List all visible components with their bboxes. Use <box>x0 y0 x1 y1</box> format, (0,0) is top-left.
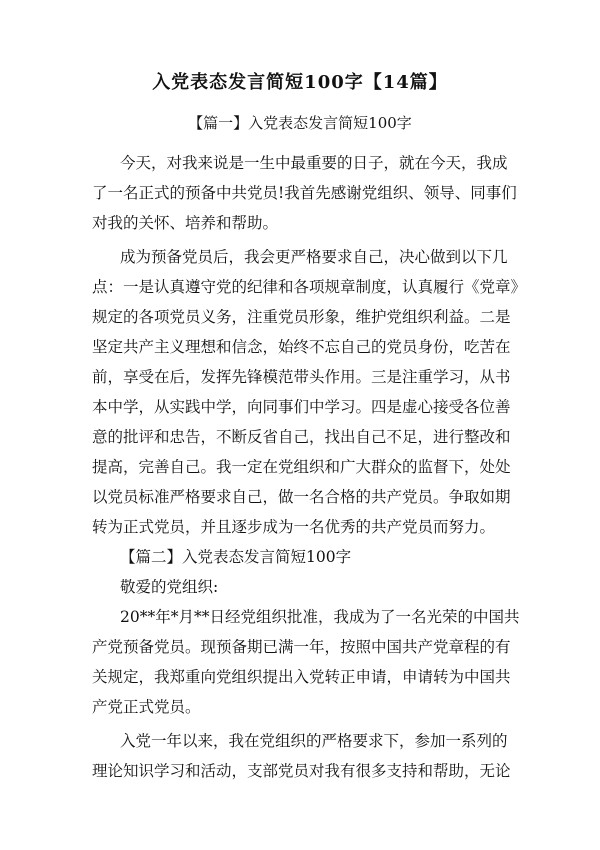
paragraph-line: 以党员标准严格要求自己，做一名合格的共产党员。争取如期 <box>92 488 511 506</box>
paragraph-line: 关规定，我郑重向党组织提出入党转正申请，申请转为中国共 <box>92 668 511 686</box>
paragraph-line: 理论知识学习和活动，支部党员对我有很多支持和帮助，无论 <box>92 762 511 780</box>
paragraph-line: 转为正式党员，并且逐步成为一名优秀的共产党员而努力。 <box>92 518 496 536</box>
paragraph-line: 意的批评和忠告，不断反省自己，找出自己不足，进行整改和 <box>92 428 511 446</box>
paragraph-line: 入党一年以来，我在党组织的严格要求下，参加一系列的 <box>120 732 508 750</box>
paragraph-line: 前，享受在后，发挥先锋模范带头作用。三是注重学习，从书 <box>92 368 511 386</box>
paragraph-line: 产党正式党员。 <box>92 698 201 716</box>
paragraph-line: 今天，对我来说是一生中最重要的日子，就在今天，我成 <box>120 154 508 172</box>
paragraph-line: 提高，完善自己。我一定在党组织和广大群众的监督下，处处 <box>92 458 511 476</box>
paragraph-line: 产党预备党员。现预备期已满一年，按照中国共产党章程的有 <box>92 638 511 656</box>
paragraph-line: 本中学，从实践中学，向同事们中学习。四是虚心接受各位善 <box>92 398 511 416</box>
salutation: 敬爱的党组织: <box>120 578 219 596</box>
paragraph-line: 成为预备党员后，我会更严格要求自己，决心做到以下几 <box>120 248 508 266</box>
section-heading: 【篇二】入党表态发言简短100字 <box>120 548 352 566</box>
paragraph-line: 点：一是认真遵守党的纪律和各项规章制度，认真履行《党章》 <box>92 278 527 296</box>
paragraph-line: 对我的关怀、培养和帮助。 <box>92 214 279 232</box>
paragraph-line: 规定的各项党员义务，注重党员形象，维护党组织利益。二是 <box>92 308 511 326</box>
paragraph-line: 20**年*月**日经党组织批准，我成为了一名光荣的中国共 <box>120 608 520 626</box>
paragraph-line: 坚定共产主义理想和信念，始终不忘自己的党员身份，吃苦在 <box>92 338 511 356</box>
section-subtitle: 【篇一】入党表态发言简短100字 <box>188 114 412 132</box>
paragraph-line: 了一名正式的预备中共党员!我首先感谢党组织、领导、同事们 <box>92 184 517 202</box>
document-title: 入党表态发言简短100字【14篇】 <box>152 72 448 93</box>
